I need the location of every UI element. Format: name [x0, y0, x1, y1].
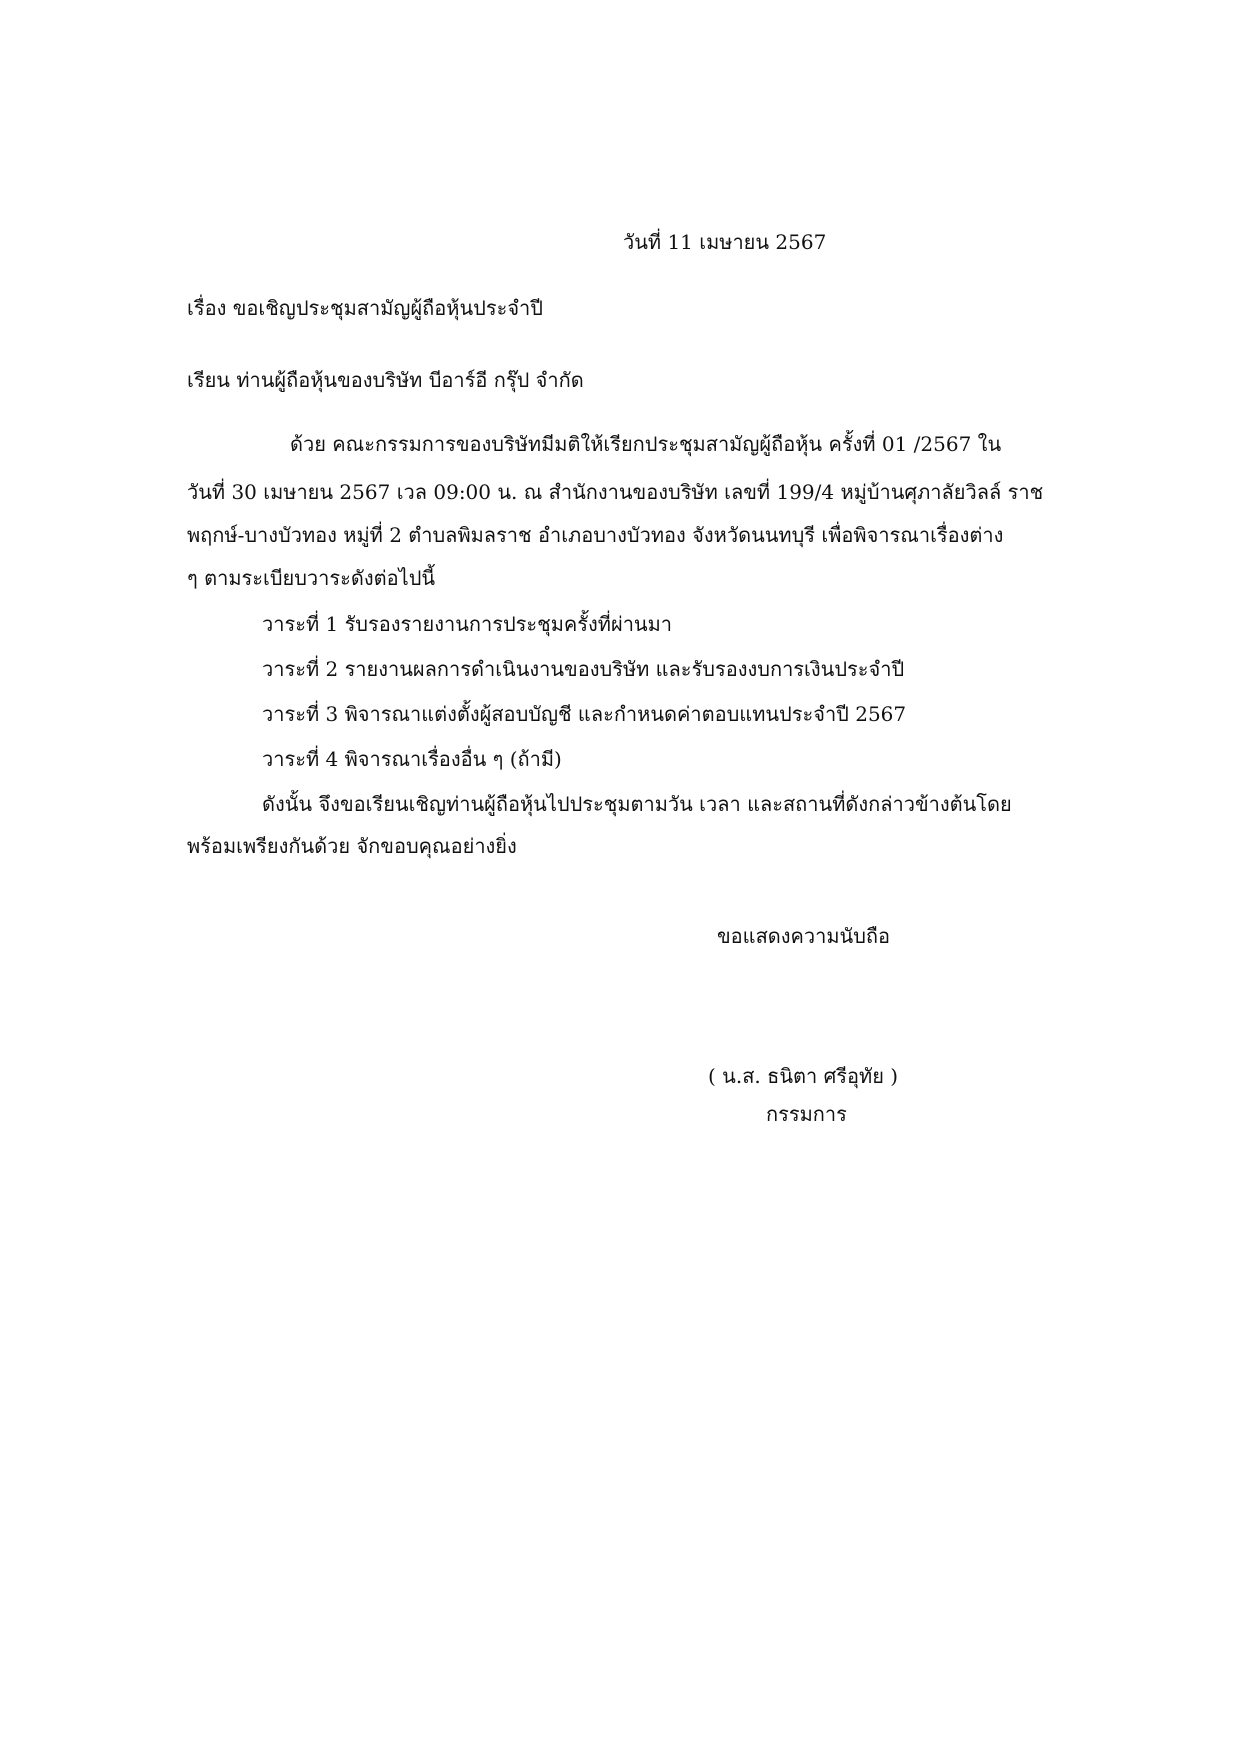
body-paragraph-2-line: พร้อมเพรียงกันด้วย จักขอบคุณอย่างยิ่ง	[187, 834, 517, 858]
body-paragraph-1-line: ๆ ตามระเบียบวาระดังต่อไปนี้	[187, 566, 436, 590]
body-paragraph-1-line: พฤกษ์-บางบัวทอง หมู่ที่ 2 ตำบลพิมลราช อำเภอบางบัวทอง จังหวัดนนทบุรี เพื่อพิจารณาเรื่องต่าง	[187, 523, 1004, 547]
body-paragraph-2-line: ดังนั้น จึงขอเรียนเชิญท่านผู้ถือหุ้นไปประชุมตามวัน เวลา และสถานที่ดังกล่าวข้างต้นโดย	[262, 792, 1012, 816]
agenda-item: วาระที่ 4 พิจารณาเรื่องอื่น ๆ (ถ้ามี)	[262, 747, 562, 771]
body-paragraph-1-line: วันที่ 30 เมษายน 2567 เวล 09:00 น. ณ สำนักงานของบริษัท เลขที่ 199/4 หมู่บ้านศุภาลัยวิลล์ ราช	[187, 480, 1044, 504]
signer-name: ( น.ส. ธนิตา ศรีอุทัย )	[708, 1064, 899, 1088]
letter-salutation: เรียน ท่านผู้ถือหุ้นของบริษัท บีอาร์อี กรุ๊ป จำกัด	[187, 368, 584, 392]
signer-position: กรรมการ	[766, 1102, 847, 1126]
agenda-item: วาระที่ 1 รับรองรายงานการประชุมครั้งที่ผ่านมา	[262, 612, 673, 636]
body-paragraph-1-line: ด้วย คณะกรรมการของบริษัทมีมติให้เรียกประชุมสามัญผู้ถือหุ้น ครั้งที่ 01 /2567 ใน	[290, 432, 1002, 456]
letter-subject: เรื่อง ขอเชิญประชุมสามัญผู้ถือหุ้นประจำปี	[187, 296, 543, 320]
letter-closing: ขอแสดงความนับถือ	[717, 924, 891, 948]
agenda-item: วาระที่ 2 รายงานผลการดำเนินงานของบริษัท และรับรองงบการเงินประจำปี	[262, 657, 905, 681]
agenda-item: วาระที่ 3 พิจารณาแต่งตั้งผู้สอบบัญชี และกำหนดค่าตอบแทนประจำปี 2567	[262, 702, 907, 726]
letter-date: วันที่ 11 เมษายน 2567	[623, 230, 827, 254]
